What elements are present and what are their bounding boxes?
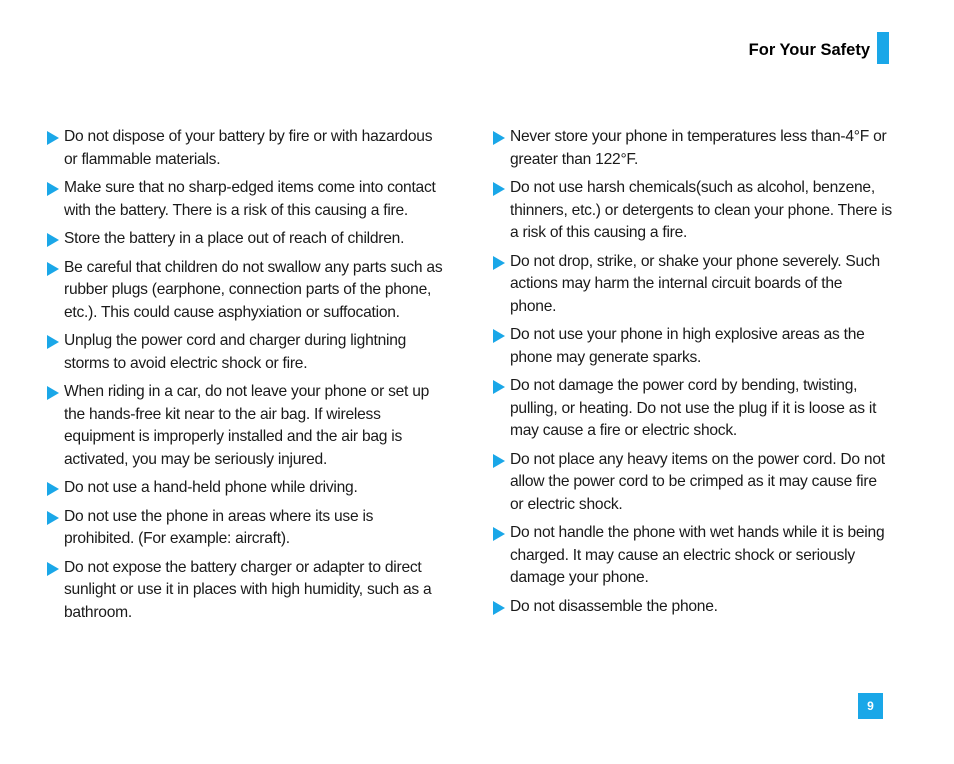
bullet-arrow-icon: [493, 601, 505, 615]
bullet-arrow-icon: [47, 233, 59, 247]
bullet-arrow-icon: [47, 386, 59, 400]
list-item: [46, 477, 446, 500]
list-item: [492, 324, 892, 369]
list-item: [46, 330, 446, 375]
list-item: [46, 177, 446, 222]
bullet-arrow-icon: [47, 131, 59, 145]
bullet-arrow-icon: [47, 335, 59, 349]
bullet-arrow-icon: [493, 131, 505, 145]
section-accent-bar: [877, 32, 889, 64]
list-item-text: Do not dispose of your battery by fire or with hazardous or flammable materials.: [64, 128, 433, 168]
bullet-arrow-icon: [493, 182, 505, 196]
list-item-text: Do not damage the power cord by bending, twisting, pulling, or heating. Do not use the plug if it is loose as it may cause a fire or electric shock.: [510, 377, 877, 439]
list-item-text: Unplug the power cord and charger during lightning storms to avoid electric shock or fire.: [64, 332, 407, 372]
right-column: [492, 126, 892, 624]
list-item: [492, 177, 892, 245]
list-item: [46, 381, 446, 471]
list-item-text: Do not handle the phone with wet hands while it is being charged. It may cause an electric shock or seriously damage your phone.: [510, 524, 885, 586]
list-item-text: Do not disassemble the phone.: [510, 597, 718, 615]
list-item-text: Be careful that children do not swallow any parts such as rubber plugs (earphone, connection parts of the phone, etc.). This could cause asphyxiation or suffocation.: [64, 258, 443, 321]
bullet-arrow-icon: [493, 454, 505, 468]
list-item: [492, 251, 892, 319]
bullet-arrow-icon: [47, 562, 59, 576]
page-section-title: For Your Safety: [748, 41, 870, 59]
list-item-text: Do not drop, strike, or shake your phone severely. Such actions may harm the internal circuit boards of the phone.: [510, 252, 880, 315]
list-item: [492, 126, 892, 171]
list-item: [46, 228, 446, 251]
bullet-arrow-icon: [47, 511, 59, 525]
list-item-text: Do not place any heavy items on the power cord. Do not allow the power cord to be crimped as it may cause fire or electric shock.: [510, 450, 885, 513]
list-item-text: Do not use a hand-held phone while driving.: [64, 479, 358, 496]
list-item-text: Never store your phone in temperatures less than-4°F or greater than 122°F.: [510, 128, 887, 168]
list-item-text: Do not use the phone in areas where its use is prohibited. (For example: aircraft).: [64, 507, 374, 547]
list-item: [492, 375, 892, 443]
bullet-arrow-icon: [47, 482, 59, 496]
bullet-arrow-icon: [47, 262, 59, 276]
left-column: [46, 126, 446, 630]
bullet-arrow-icon: [493, 329, 505, 343]
page-number-badge: 9: [858, 693, 883, 719]
list-item-text: Store the battery in a place out of reach of children.: [64, 230, 405, 247]
list-item: [46, 126, 446, 171]
list-item-text: Do not expose the battery charger or adapter to direct sunlight or use it in places with high humidity, such as a bathroom.: [64, 558, 432, 621]
list-item-text: Make sure that no sharp-edged items come into contact with the battery. There is a risk of this causing a fire.: [64, 179, 436, 219]
list-item: [492, 596, 892, 619]
list-item: [46, 557, 446, 625]
list-item: [46, 257, 446, 325]
list-item-text: When riding in a car, do not leave your phone or set up the hands-free kit near to the air bag. If wireless equipment is improperly installed and the air bag is activated, you may be seriously injured.: [64, 383, 430, 468]
bullet-arrow-icon: [493, 380, 505, 394]
list-item-text: Do not use your phone in high explosive areas as the phone may generate sparks.: [510, 326, 865, 366]
bullet-arrow-icon: [47, 182, 59, 196]
list-item: [46, 506, 446, 551]
bullet-arrow-icon: [493, 256, 505, 270]
list-item: [492, 449, 892, 517]
list-item-text: Do not use harsh chemicals(such as alcohol, benzene, thinners, etc.) or detergents to clean your phone. There is a risk of this causing a fire.: [510, 179, 892, 241]
bullet-arrow-icon: [493, 527, 505, 541]
list-item: [492, 522, 892, 590]
